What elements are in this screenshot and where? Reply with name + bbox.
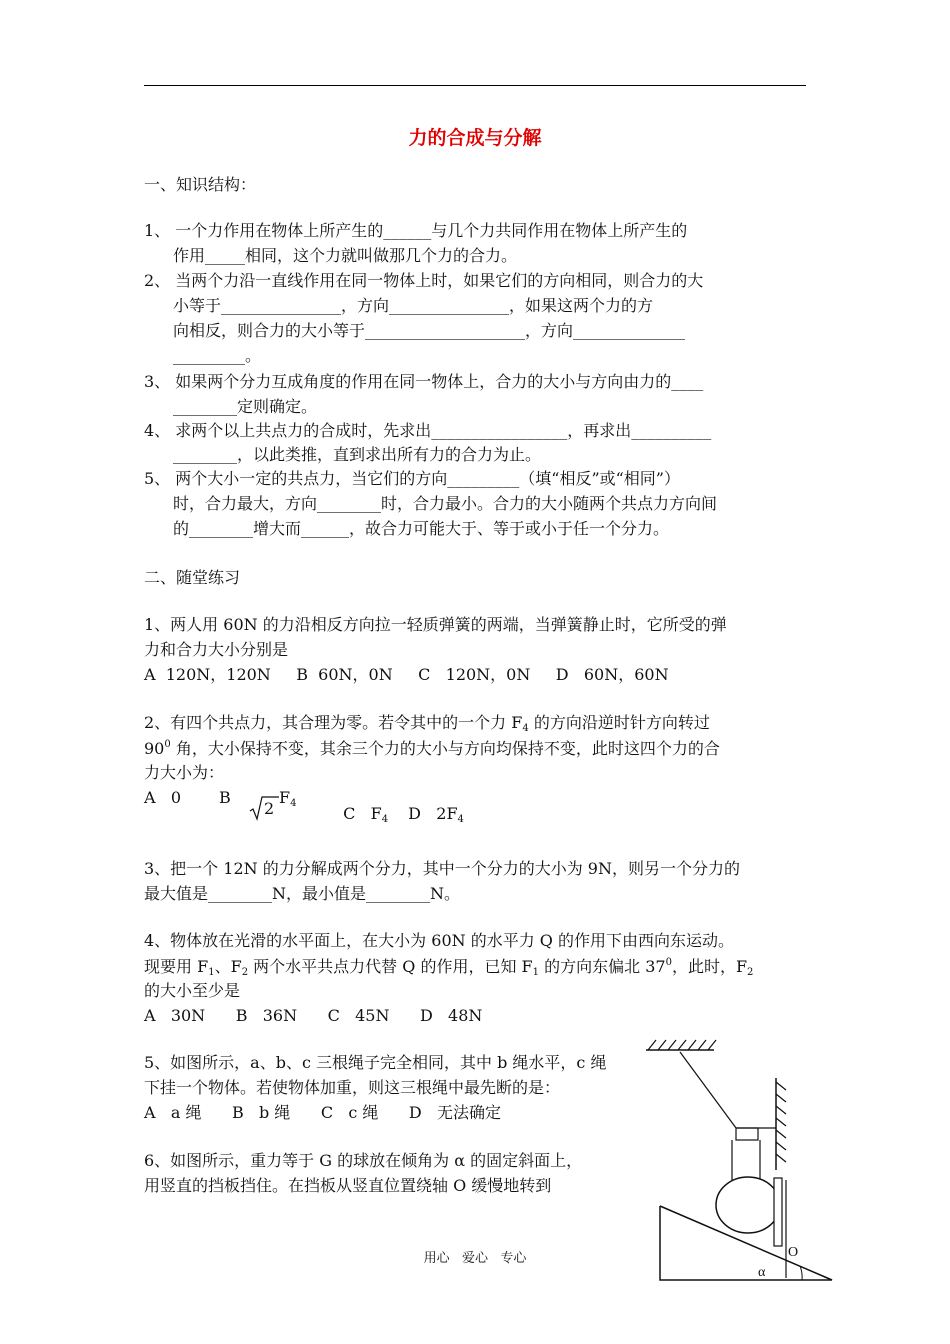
question-text: 现要用 F bbox=[144, 957, 209, 976]
subscript: 4 bbox=[381, 814, 389, 825]
paragraph-line: 时，合力最大，方向________时，合力最小。合力的大小随两个共点力方向间 bbox=[173, 494, 718, 513]
subscript: 4 bbox=[457, 814, 464, 825]
subscript: 1 bbox=[532, 967, 540, 978]
paragraph-line: _________。 bbox=[173, 346, 262, 365]
section-heading: 二、随堂练习 bbox=[144, 568, 241, 587]
header-rule bbox=[144, 85, 806, 86]
option-b: B bbox=[219, 788, 231, 807]
paragraph-line: ________，以此类推，直到求出所有力的合力为止。 bbox=[173, 445, 542, 464]
question-options: A 30N B 36N C 45N D 48N bbox=[144, 1006, 483, 1025]
question-text: 的方向东偏北 37 bbox=[539, 957, 666, 976]
paragraph-line: 的________增大而______，故合力可能大于、等于或小于任一个分力。 bbox=[173, 519, 670, 538]
question-text: ，此时，F bbox=[671, 957, 748, 976]
question-line: 最大值是________N，最小值是________N。 bbox=[144, 884, 461, 903]
paragraph-line: 3、 如果两个分力互成角度的作用在同一物体上，合力的大小与方向由力的____ bbox=[144, 372, 704, 391]
paragraph-line: 2、 当两个力沿一直线作用在同一物体上时，如果它们的方向相同，则合力的大 bbox=[144, 271, 704, 290]
option-text: D 2F bbox=[408, 804, 458, 823]
paragraph-line: 5、 两个大小一定的共点力，当它们的方向_________（填“相反”或“相同”） bbox=[144, 469, 680, 488]
option-a: A 0 bbox=[144, 788, 181, 807]
question-text: 两个水平共点力代替 Q 的作用，已知 F bbox=[248, 957, 533, 976]
paragraph-line: 4、 求两个以上共点力的合成时，先求出_________________，再求出__________ bbox=[144, 421, 712, 440]
question-line bbox=[144, 958, 753, 978]
paragraph-line: ________定则确定。 bbox=[173, 397, 318, 416]
paragraph-line: 小等于_______________，方向_______________，如果这两个力的方 bbox=[173, 296, 654, 315]
question-text: 的方向沿逆时针方向转过 bbox=[528, 713, 710, 732]
question-line: 力和合力大小分别是 bbox=[144, 640, 289, 659]
question-line bbox=[144, 740, 720, 757]
option-d bbox=[398, 790, 464, 825]
question-options: A a 绳 B b 绳 C c 绳 D 无法确定 bbox=[144, 1103, 501, 1122]
question-text: 角，大小保持不变，其余三个力的大小与方向均保持不变，此时这四个力的合 bbox=[170, 739, 720, 758]
sqrt-expression bbox=[249, 795, 279, 821]
force-symbol: F bbox=[279, 788, 291, 807]
subscript: 1 bbox=[208, 967, 215, 978]
document-title: 力的合成与分解 bbox=[408, 127, 542, 149]
superscript: 0 bbox=[665, 957, 672, 968]
question-line: 1、两人用 60N 的力沿相反方向拉一轻质弹簧的两端，当弹簧静止时，它所受的弹 bbox=[144, 615, 727, 634]
question-options: A 120N，120N B 60N，0N C 120N，0N D 60N，60N bbox=[144, 665, 669, 684]
paragraph-line: 1、 一个力作用在物体上所产生的______与几个力共同作用在物体上所产生的 bbox=[144, 221, 688, 240]
question-line: 的大小至少是 bbox=[144, 981, 241, 1000]
question-line bbox=[144, 715, 710, 734]
figure-label-alpha: α bbox=[758, 1265, 766, 1280]
question-line: 3、把一个 12N 的力分解成两个分力，其中一个分力的大小为 9N，则另一个分力的 bbox=[144, 859, 740, 878]
section-heading: 一、知识结构： bbox=[144, 175, 257, 194]
subscript: 4 bbox=[290, 798, 297, 809]
paragraph-line: 作用_____相同，这个力就叫做那几个力的合力。 bbox=[173, 246, 518, 265]
subscript: 4 bbox=[522, 723, 529, 734]
subscript: 2 bbox=[241, 967, 249, 978]
physics-figure bbox=[640, 1030, 860, 1290]
paragraph-line: 向相反，则合力的大小等于____________________，方向______________ bbox=[173, 321, 686, 340]
figure-label-o: O bbox=[788, 1245, 799, 1260]
question-line: 下挂一个物体。若使物体加重，则这三根绳中最先断的是： bbox=[144, 1078, 561, 1097]
sqrt-radicand: 2 bbox=[264, 799, 275, 818]
question-text: 2、有四个共点力，其合理为零。若令其中的一个力 F bbox=[144, 713, 523, 732]
superscript: 0 bbox=[164, 739, 171, 750]
question-text: 、F bbox=[214, 957, 242, 976]
option-b-force bbox=[279, 790, 296, 809]
option-c bbox=[333, 790, 388, 825]
question-line: 4、物体放在光滑的水平面上，在大小为 60N 的水平力 Q 的作用下由西向东运动。 bbox=[144, 931, 735, 950]
question-line: 5、如图所示，a、b、c 三根绳子完全相同，其中 b 绳水平，c 绳 bbox=[144, 1053, 607, 1072]
question-text: 90 bbox=[144, 739, 165, 758]
question-line: 6、如图所示，重力等于 G 的球放在倾角为 α 的固定斜面上， bbox=[144, 1151, 583, 1170]
subscript: 2 bbox=[747, 967, 754, 978]
option-text: C F bbox=[343, 804, 382, 823]
question-line: 力大小为： bbox=[144, 763, 225, 782]
question-line: 用竖直的挡板挡住。在挡板从竖直位置绕轴 O 缓慢地转到 bbox=[144, 1176, 552, 1195]
page-footer: 用心 爱心 专心 bbox=[423, 1251, 527, 1266]
